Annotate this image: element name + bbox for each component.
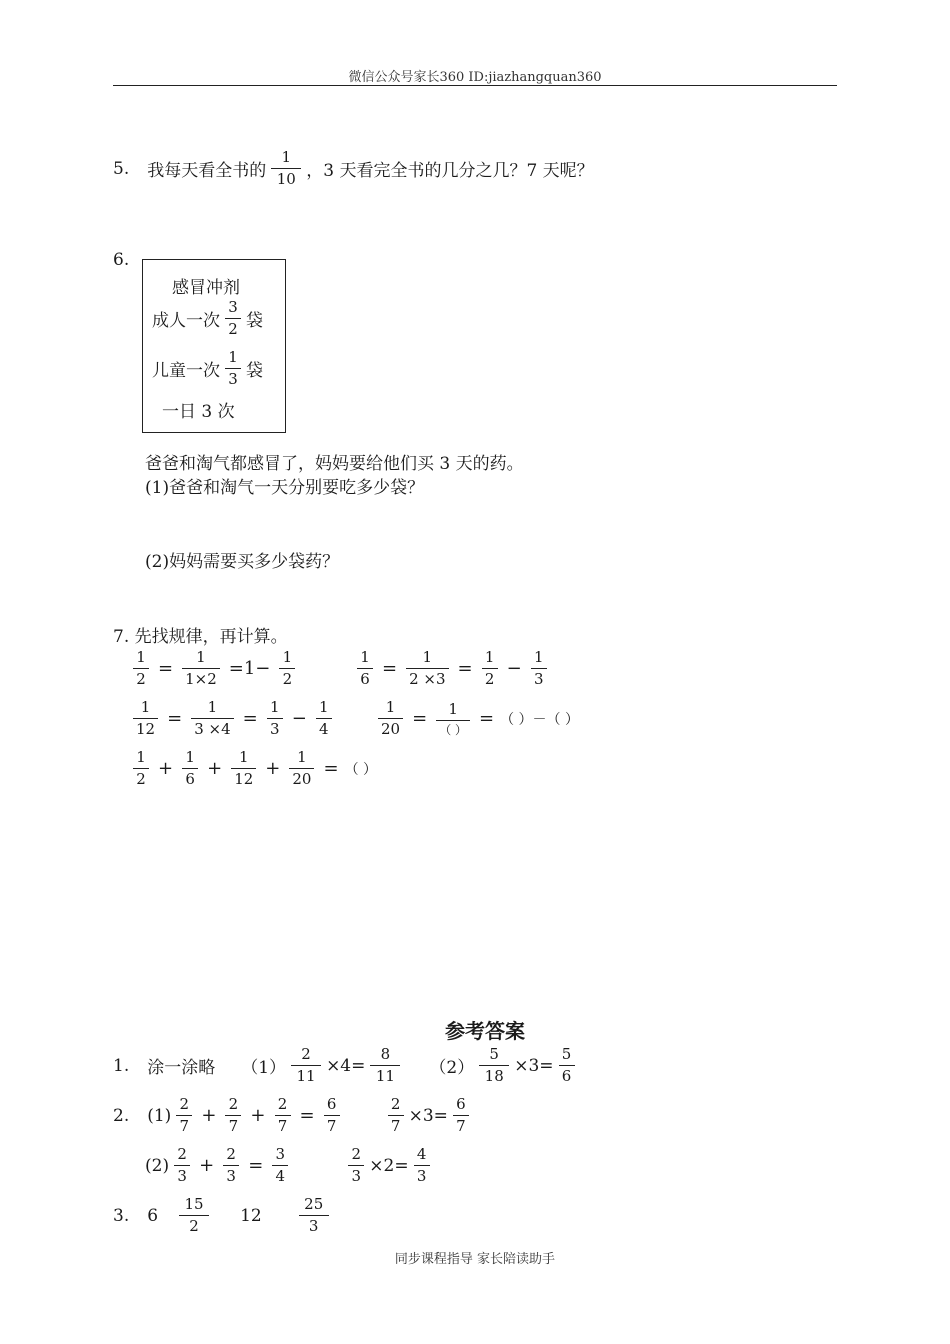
answers-title: 参考答案 (445, 1019, 525, 1043)
pattern-row-1-right: $\frac{1}{6}$ = $\frac{1}{2 \times 3}$ = $\frac{1}{2}$ − $\frac{1}{3}$ (354, 650, 550, 687)
answer-3: 3. 6 $\frac{15}{2}$ 12 $\frac{25}{3}$ (113, 1197, 332, 1234)
answer-1: 1. 涂一涂略 （1） $\frac{2}{11}$ ×4= $\frac{8}{11}$ （2） $\frac{5}{18}$ ×3= $\frac{5}{6}$ (113, 1047, 578, 1084)
medicine-title: 感冒冲剂 (172, 278, 240, 298)
question-number: 6. (113, 250, 130, 270)
question-text: 爸爸和淘气都感冒了，妈妈要给他们买 3 天的药。 (145, 454, 524, 474)
answer-blanks: （ ）－（ ） (500, 711, 580, 728)
answer-2-part-1: 2. (1) $\frac{2}{7}$ + $\frac{2}{7}$ + $\frac{2}{7}$ = $\frac{6}{7}$ $\frac{2}{7}$ ×3= $\frac{6}{7}$ (113, 1097, 472, 1134)
page-footer: 同步课程指导 家长陪读助手 (394, 1252, 556, 1267)
question-5 (113, 150, 594, 187)
pattern-row-2-left: $\frac{1}{12}$ = $\frac{1}{3 \times 4}$ = $\frac{1}{3}$ − $\frac{1}{4}$ (130, 700, 335, 737)
pattern-row-2-right: $\frac{1}{20}$ = $\frac{1}{( )}$ = （ ）－（ ） (375, 700, 579, 737)
child-dose: 儿童一次 $\frac{1}{3}$ 袋 (152, 348, 263, 388)
fraction: $\frac{3}{2}$ (225, 300, 241, 337)
pattern-sum-row: $\frac{1}{2}$ + $\frac{1}{6}$ + $\frac{1}{12}$ + $\frac{1}{20}$ = （ ） (130, 750, 377, 787)
question-7-title: 7. 先找规律，再计算。 (113, 627, 288, 647)
fraction: $\frac{1}{10}$ (271, 150, 301, 187)
question-number: 5. (113, 158, 130, 179)
daily-frequency: 一日 3 次 (162, 402, 235, 422)
sub-question-2: (2)妈妈需要买多少袋药？ (145, 552, 340, 572)
question-text: 我每天看全书的 (147, 161, 267, 181)
adult-dose: 成人一次 $\frac{3}{2}$ 袋 (152, 298, 263, 338)
answer-blank: （ ） (344, 761, 378, 778)
fraction: $\frac{1}{3}$ (225, 350, 241, 387)
sub-question-1: (1)爸爸和淘气一天分别要吃多少袋？ (145, 478, 425, 498)
header-divider (113, 85, 837, 86)
answer-2-part-2: (2) $\frac{2}{3}$ + $\frac{2}{3}$ = $\frac{3}{4}$ $\frac{2}{3}$ ×2= $\frac{4}{3}$ (145, 1147, 433, 1184)
question-text: ，3 天看完全书的几分之几？7 天呢？ (306, 161, 594, 181)
pattern-row-1-left: $\frac{1}{2}$ = $\frac{1}{1\times 2}$ =1− $\frac{1}{2}$ (130, 650, 298, 687)
page-header: 微信公众号家长360 ID:jiazhangquan360 (348, 70, 602, 85)
